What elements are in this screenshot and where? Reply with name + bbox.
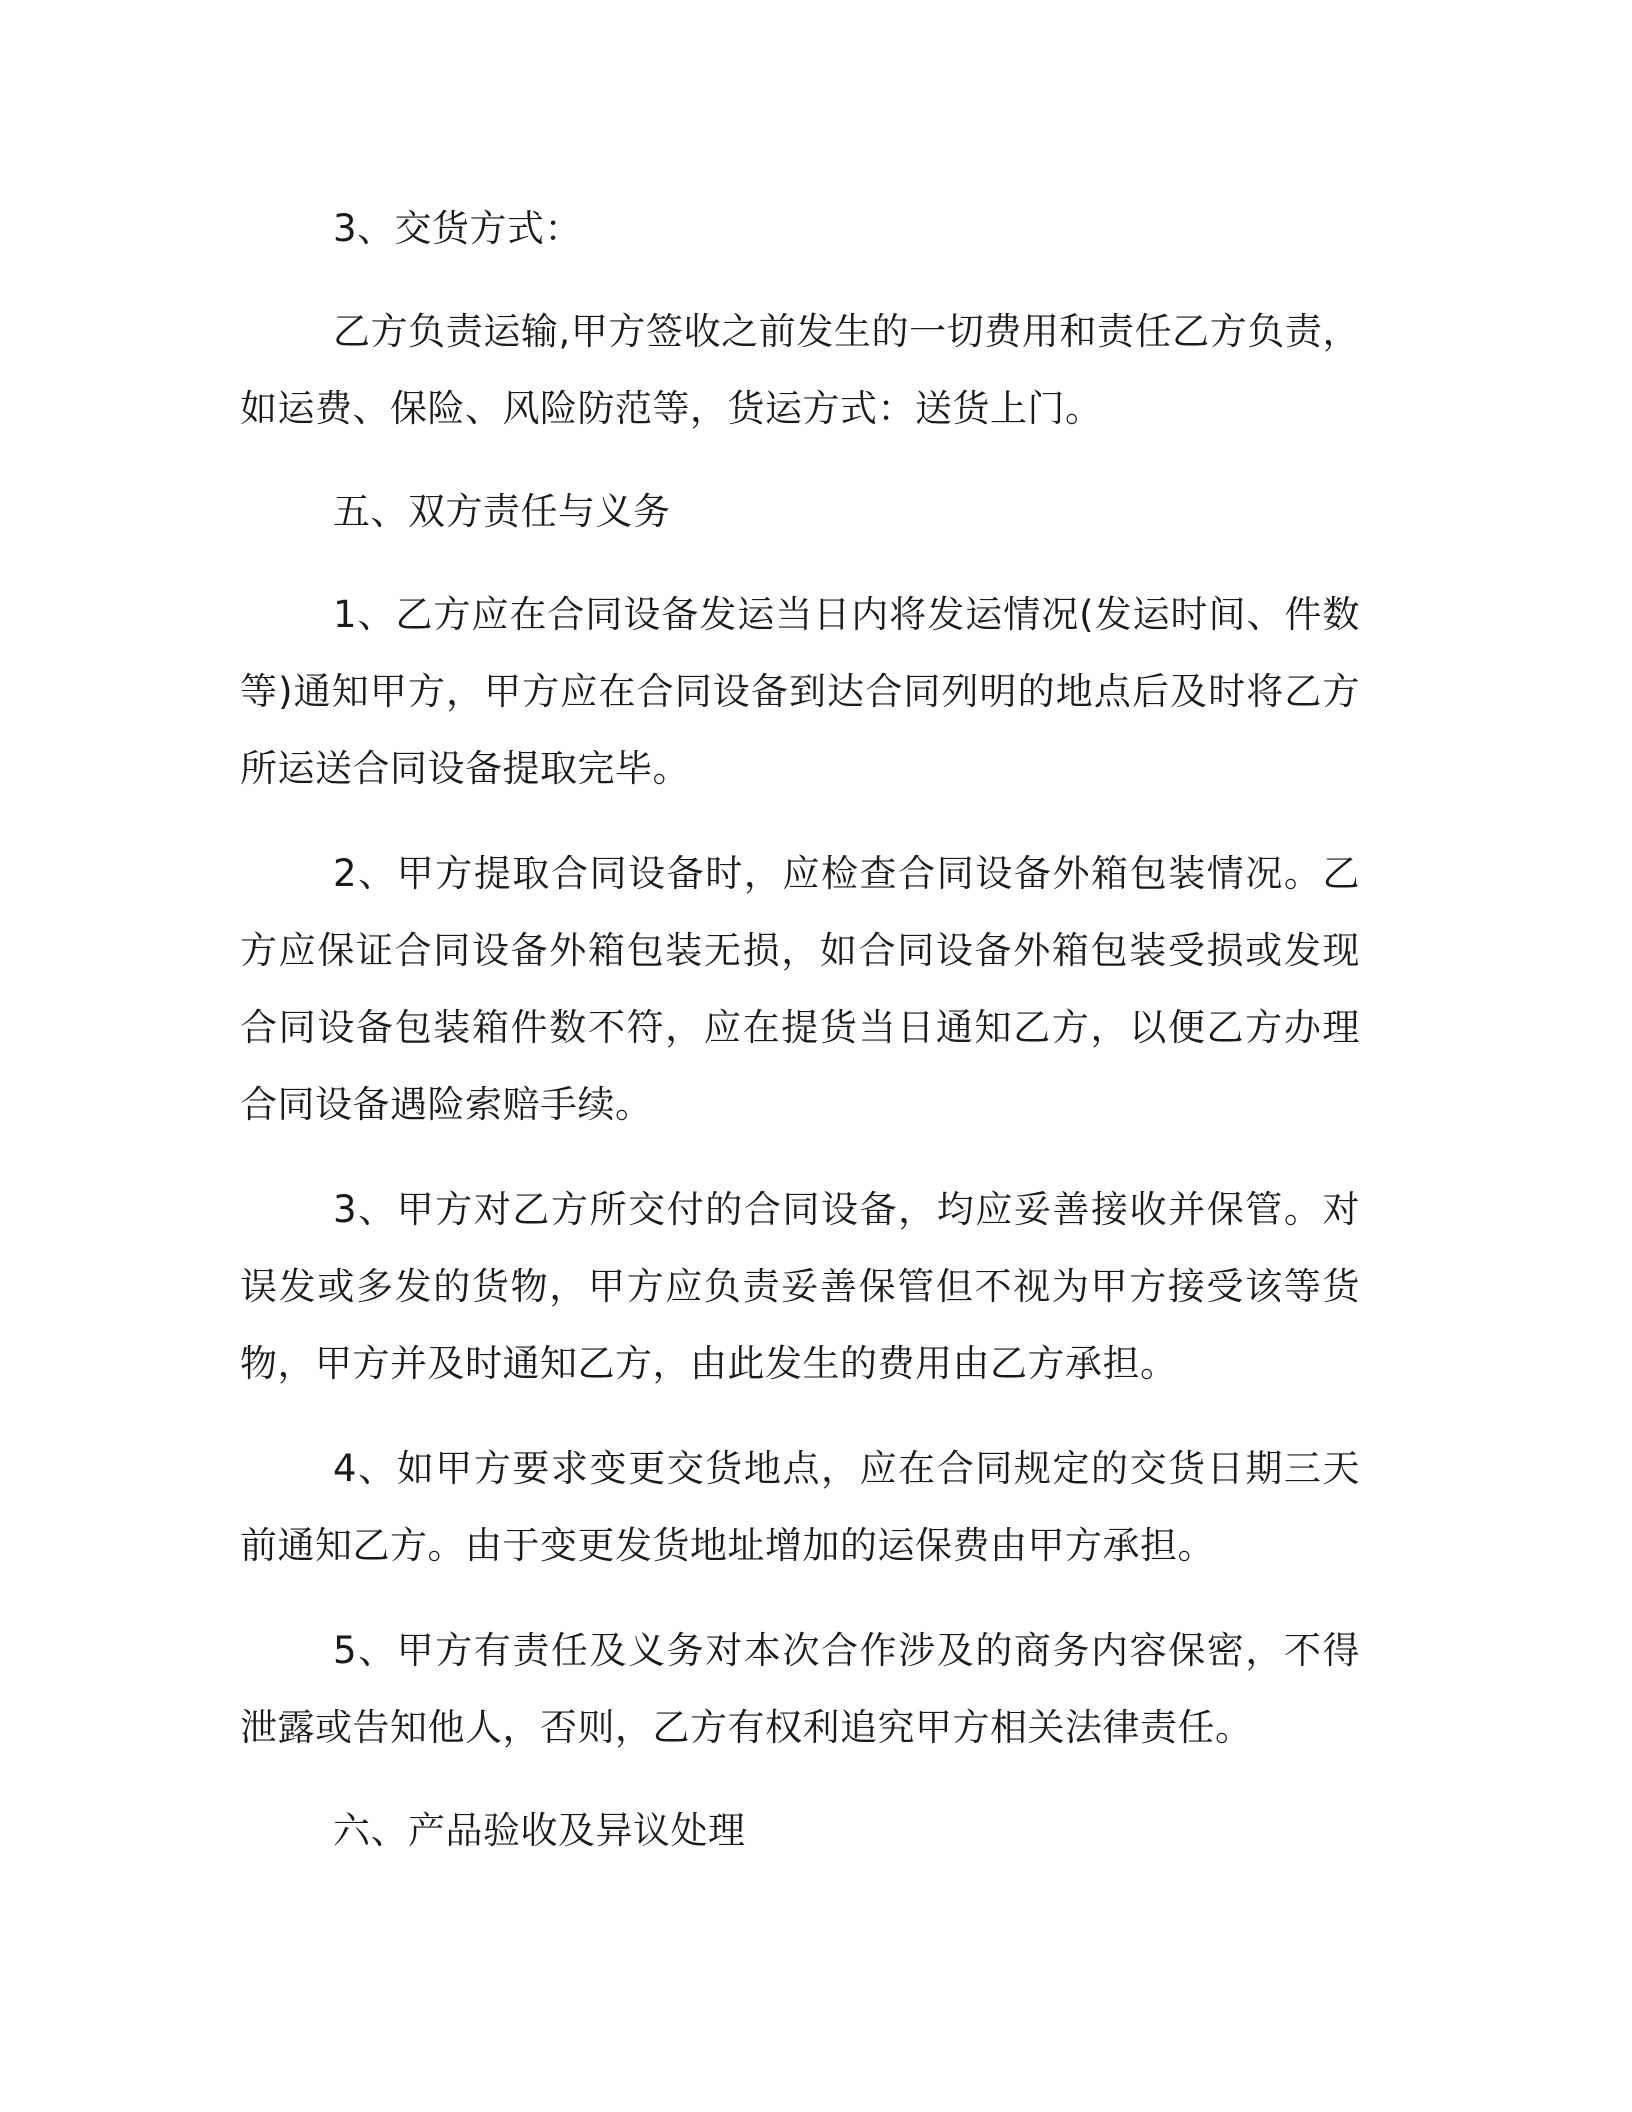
section-heading-acceptance: 六、产品验收及异议处理: [333, 1809, 746, 1852]
clause-3-goods-custody: 3、甲方对乙方所交付的合同设备，均应妥善接收并保管。对误发或多发的货物，甲方应负责妥善保管但不视为甲方接受该等货物，甲方并及时通知乙方，由此发生的费用由乙方承担。: [240, 1188, 1360, 1385]
clause-1-shipping-notice: 1、乙方应在合同设备发运当日内将发运情况(发运时间、件数等)通知甲方，甲方应在合同设备到达合同列明的地点后及时将乙方所运送合同设备提取完毕。: [240, 593, 1360, 790]
clause-2-package-inspection: 2、甲方提取合同设备时，应检查合同设备外箱包装情况。乙方应保证合同设备外箱包装无损，如合同设备外箱包装受损或发现合同设备包装箱件数不符，应在提货当日通知乙方，以便乙方办理合同设备遇险索赔手续。: [240, 852, 1360, 1126]
clause-5-confidentiality: 5、甲方有责任及义务对本次合作涉及的商务内容保密，不得泄露或告知他人，否则，乙方有权利追究甲方相关法律责任。: [240, 1629, 1360, 1749]
section-heading-responsibilities: 五、双方责任与义务: [333, 490, 671, 533]
clause-4-change-delivery-location: 4、如甲方要求变更交货地点，应在合同规定的交货日期三天前通知乙方。由于变更发货地址增加的运保费由甲方承担。: [240, 1447, 1360, 1567]
paragraph-delivery-terms: 乙方负责运输,甲方签收之前发生的一切费用和责任乙方负责，如运费、保险、风险防范等，货运方式：送货上门。: [240, 310, 1360, 430]
document-body: [240, 190, 1360, 1869]
subsection-heading-delivery-method: 3、交货方式：: [333, 207, 583, 250]
